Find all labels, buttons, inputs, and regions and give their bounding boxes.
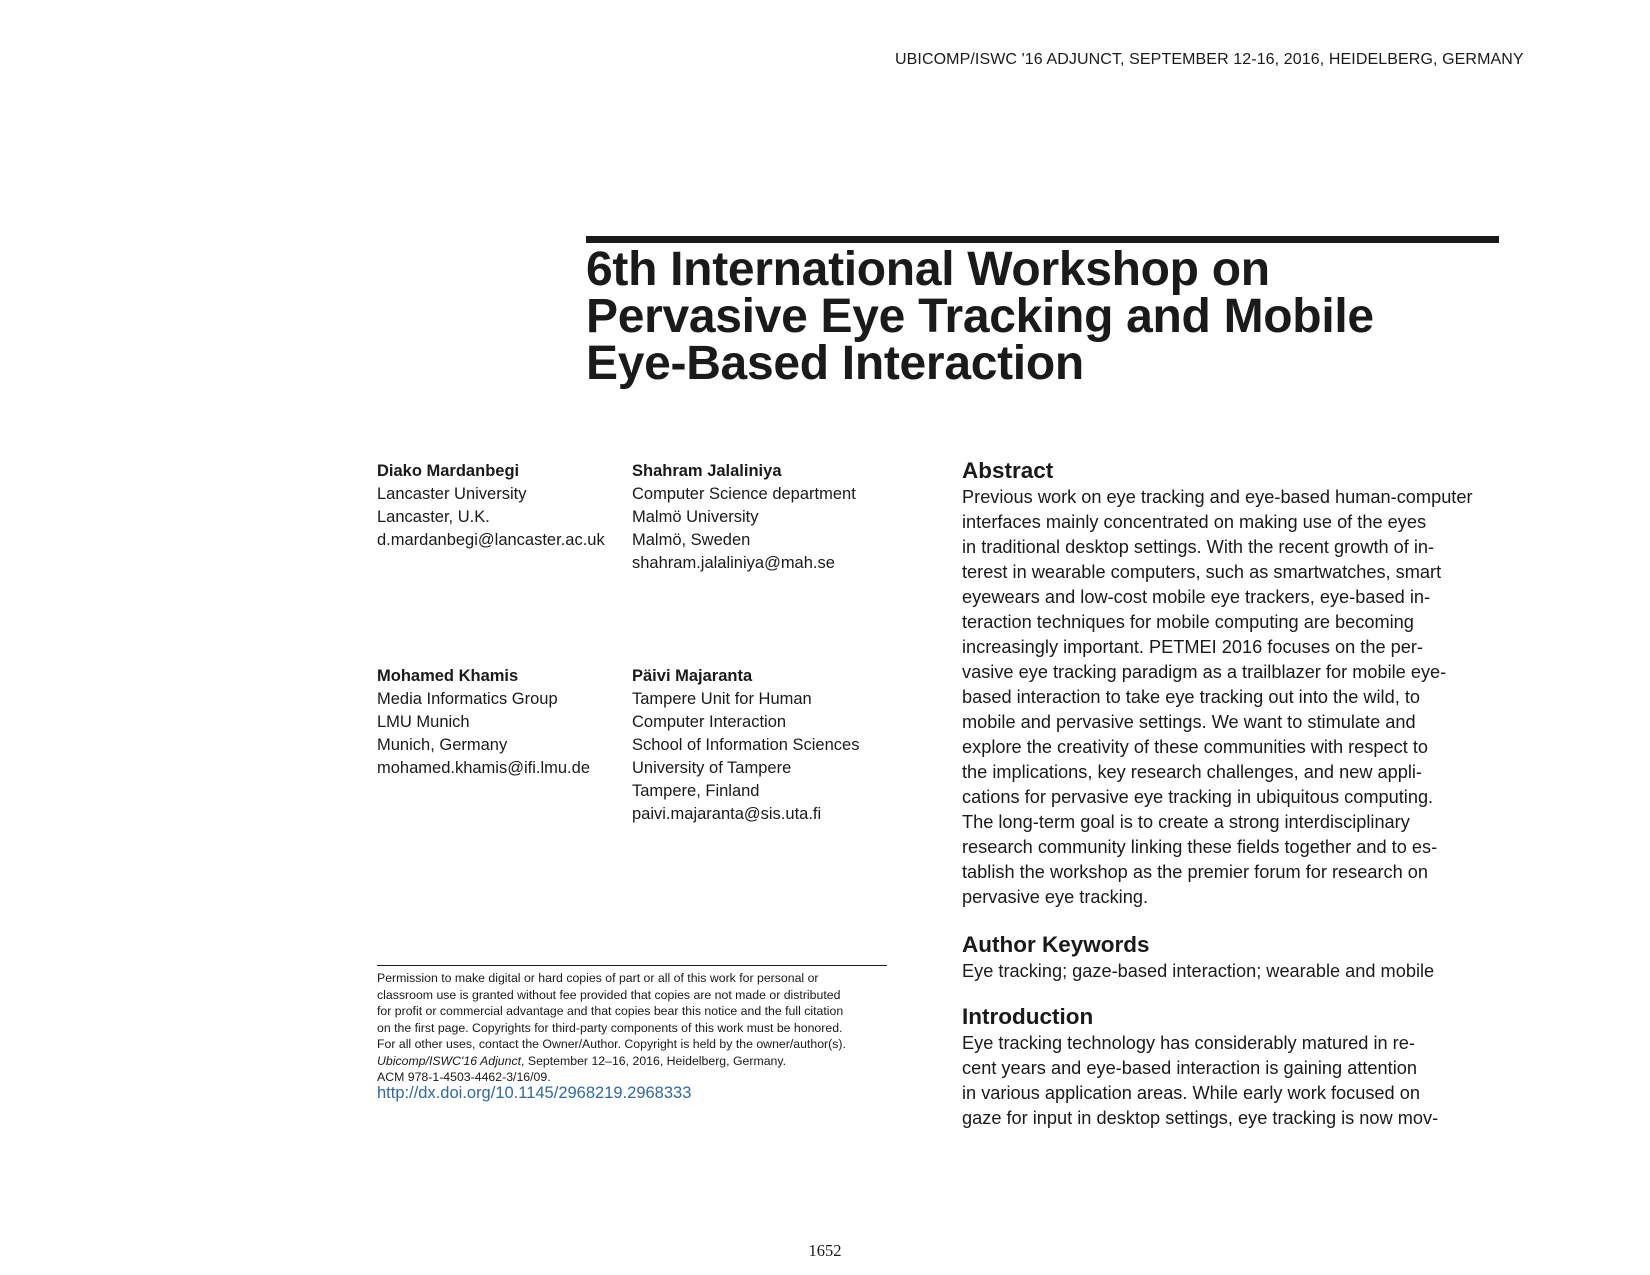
author-email[interactable]: d.mardanbegi@lancaster.ac.uk — [377, 531, 605, 549]
abstract-line: the implications, key research challenges, and new appli- — [962, 762, 1422, 782]
author-block-jalaliniya — [632, 460, 856, 575]
page-number: 1652 — [808, 1241, 842, 1260]
title-rule — [586, 236, 1499, 243]
abstract-line: cations for pervasive eye tracking in ubiquitous computing. — [962, 787, 1434, 807]
abstract-line: research community linking these fields together and to es- — [962, 837, 1438, 857]
title-line: Pervasive Eye Tracking and Mobile — [586, 290, 1374, 343]
footnote-line: Permission to make digital or hard copies of part or all of this work for personal or — [377, 971, 819, 985]
author-affiliation: Computer Interaction — [632, 713, 787, 731]
abstract-line: Previous work on eye tracking and eye-based human-computer — [962, 487, 1473, 507]
abstract-line: explore the creativity of these communities with respect to — [962, 737, 1429, 757]
author-affiliation: Computer Science department — [632, 485, 856, 503]
abstract-line: increasingly important. PETMEI 2016 focuses on the per- — [962, 637, 1423, 657]
doi-link[interactable]: http://dx.doi.org/10.1145/2968219.2968333 — [377, 1084, 692, 1102]
footnote-venue — [377, 1053, 897, 1070]
author-affiliation: Lancaster University — [377, 485, 527, 503]
author-affiliation: Munich, Germany — [377, 736, 508, 754]
author-affiliation: Tampere, Finland — [632, 782, 760, 800]
author-affiliation: LMU Munich — [377, 713, 470, 731]
introduction-heading: Introduction — [962, 1004, 1094, 1029]
author-affiliation: Malmö University — [632, 508, 759, 526]
abstract-line: tablish the workshop as the premier forum for research on — [962, 862, 1429, 882]
author-block-khamis — [377, 665, 590, 780]
author-affiliation: Media Informatics Group — [377, 690, 558, 708]
introduction-line: in various application areas. While early work focused on — [962, 1083, 1420, 1103]
author-affiliation: Tampere Unit for Human — [632, 690, 812, 708]
introduction-body — [962, 1031, 1438, 1131]
author-affiliation: School of Information Sciences — [632, 736, 860, 754]
abstract-line: pervasive eye tracking. — [962, 887, 1149, 907]
footnote-rule — [377, 965, 887, 966]
abstract-line: mobile and pervasive settings. We want to stimulate and — [962, 712, 1416, 732]
keywords-heading: Author Keywords — [962, 932, 1150, 957]
introduction-line: Eye tracking technology has considerably matured in re- — [962, 1033, 1415, 1053]
keywords-text: Eye tracking; gaze-based interaction; wearable and mobile — [962, 961, 1435, 981]
author-email[interactable]: paivi.majaranta@sis.uta.fi — [632, 805, 822, 823]
keywords-body — [962, 959, 1434, 984]
footnote-line: for profit or commercial advantage and that copies bear this notice and the full citation — [377, 1004, 844, 1018]
author-affiliation: Lancaster, U.K. — [377, 508, 490, 526]
footnote-line: For all other uses, contact the Owner/Author. Copyright is held by the owner/author(s). — [377, 1037, 846, 1051]
title-line: 6th International Workshop on — [586, 243, 1270, 296]
abstract-line: vasive eye tracking paradigm as a trailblazer for mobile eye- — [962, 662, 1447, 682]
author-email[interactable]: shahram.jalaliniya@mah.se — [632, 554, 835, 572]
abstract-body — [962, 485, 1473, 910]
title-line: Eye-Based Interaction — [586, 337, 1084, 390]
abstract-heading: Abstract — [962, 458, 1054, 483]
abstract-line: terest in wearable computers, such as smartwatches, smart — [962, 562, 1442, 582]
introduction-line: gaze for input in desktop settings, eye tracking is now mov- — [962, 1108, 1439, 1128]
author-affiliation: Malmö, Sweden — [632, 531, 751, 549]
abstract-line: based interaction to take eye tracking out into the wild, to — [962, 687, 1420, 707]
footnote-line: classroom use is granted without fee provided that copies are not made or distributed — [377, 987, 841, 1002]
running-header: UBICOMP/ISWC '16 ADJUNCT, SEPTEMBER 12-16, 2016, HEIDELBERG, GERMANY — [895, 51, 1524, 68]
author-block-mardanbegi — [377, 460, 605, 552]
author-name: Päivi Majaranta — [632, 667, 753, 685]
abstract-line: in traditional desktop settings. With the recent growth of in- — [962, 537, 1435, 557]
footnote-acm: ACM 978-1-4503-4462-3/16/09. — [377, 1070, 551, 1084]
abstract-line: teraction techniques for mobile computing are becoming — [962, 612, 1414, 632]
venue-name: Ubicomp/ISWC'16 Adjunct — [377, 1053, 522, 1068]
footnote-line: on the first page. Copyrights for third-party components of this work must be honored. — [377, 1020, 843, 1035]
author-block-majaranta — [632, 665, 859, 826]
author-affiliation: University of Tampere — [632, 759, 792, 777]
author-email[interactable]: mohamed.khamis@ifi.lmu.de — [377, 759, 590, 777]
abstract-line: The long-term goal is to create a strong interdisciplinary — [962, 812, 1410, 832]
venue-details: , September 12–16, 2016, Heidelberg, Germany. — [521, 1053, 787, 1068]
abstract-line: interfaces mainly concentrated on making use of the eyes — [962, 512, 1427, 532]
copyright-footnote — [377, 970, 897, 1086]
introduction-line: cent years and eye-based interaction is gaining attention — [962, 1058, 1417, 1078]
paper-title — [586, 243, 1506, 390]
author-name: Mohamed Khamis — [377, 667, 519, 685]
author-name: Diako Mardanbegi — [377, 462, 520, 480]
abstract-line: eyewears and low-cost mobile eye trackers, eye-based in- — [962, 587, 1431, 607]
author-name: Shahram Jalaliniya — [632, 462, 782, 480]
